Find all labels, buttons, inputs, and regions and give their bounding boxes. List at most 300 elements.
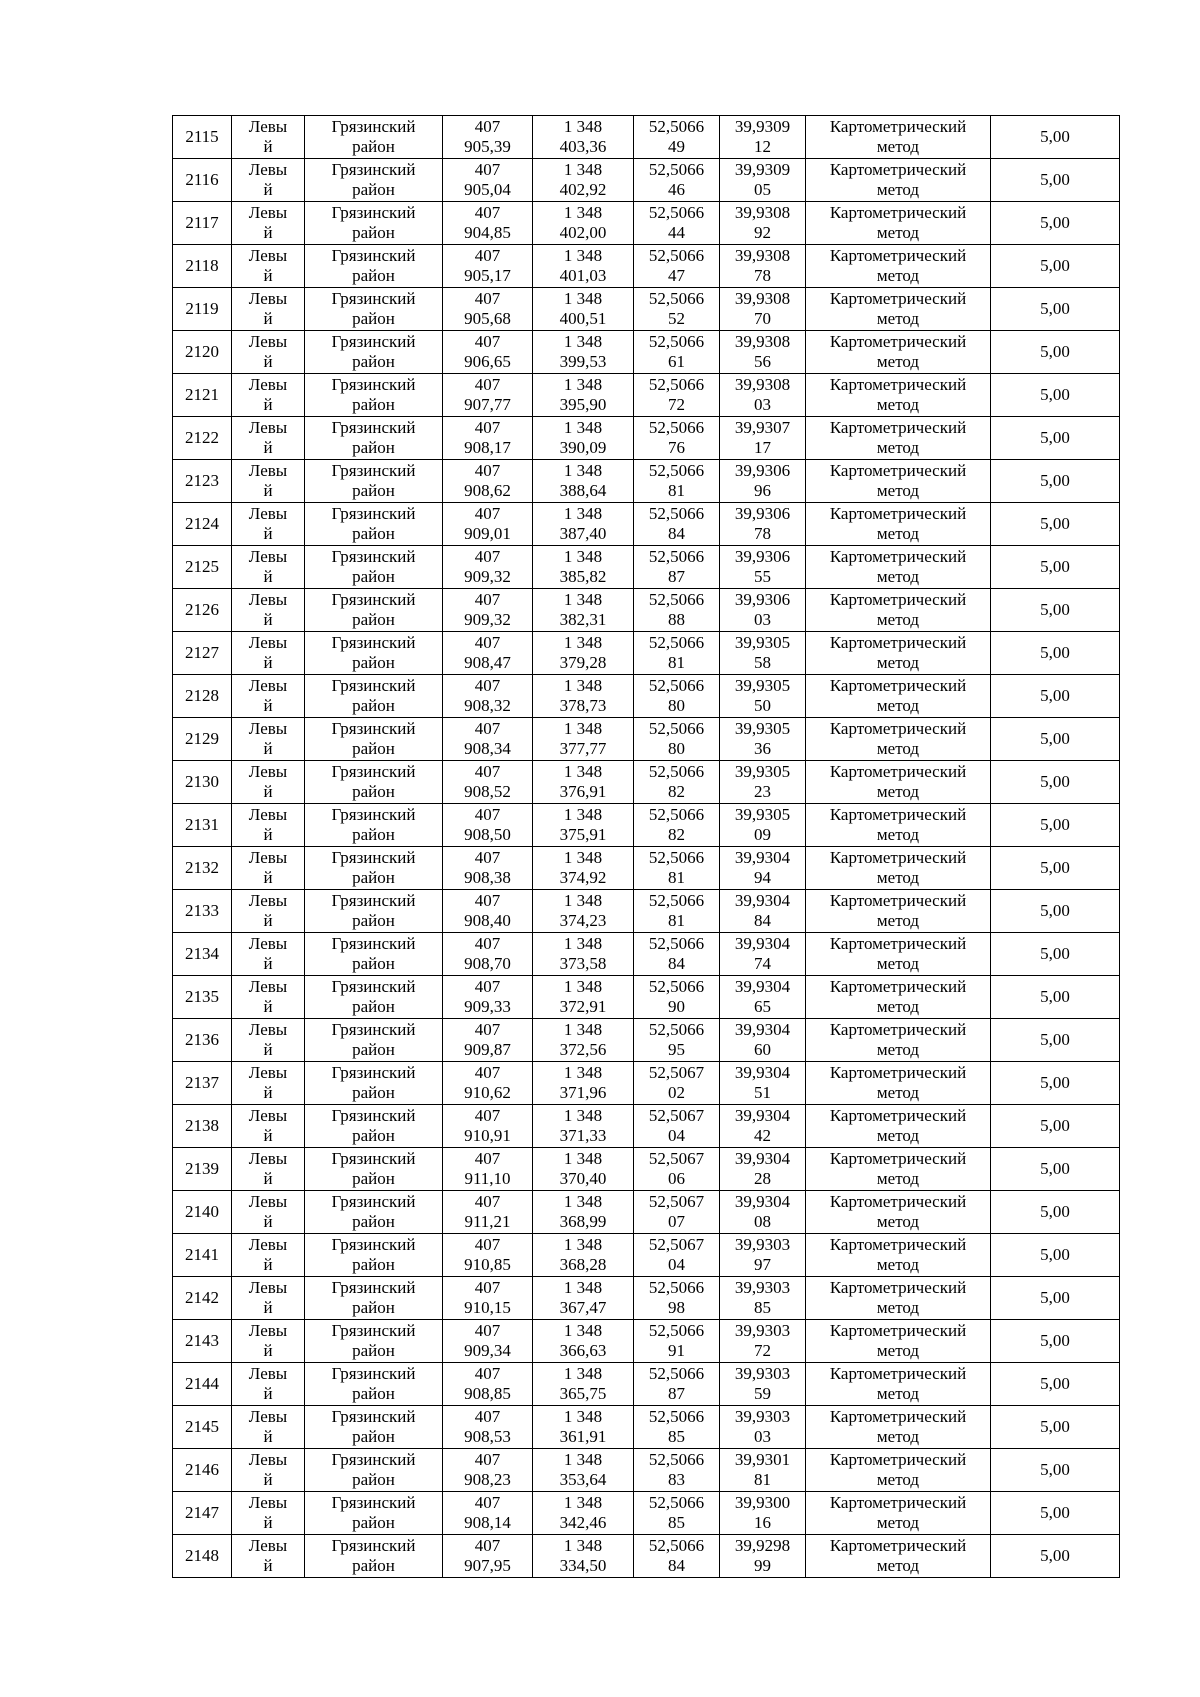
- method-cell-line: метод: [876, 911, 920, 930]
- accuracy-cell: 5,00: [991, 933, 1120, 976]
- x-coordinate-cell-line: 407: [474, 1407, 501, 1426]
- longitude-cell: [720, 1320, 806, 1363]
- y-coordinate-cell: [533, 933, 634, 976]
- table-row: [173, 1234, 1120, 1277]
- method-cell-line: метод: [876, 309, 920, 328]
- latitude-cell-line: 52,5066: [648, 1407, 705, 1426]
- method-cell-line: метод: [876, 266, 920, 285]
- side-cell: [232, 159, 305, 202]
- accuracy-cell: 5,00: [991, 761, 1120, 804]
- district-cell-line: район: [352, 653, 395, 672]
- longitude-cell-line: 39,9308: [734, 246, 791, 265]
- district-cell-line: район: [352, 567, 395, 586]
- method-cell: [806, 1406, 991, 1449]
- district-cell-line: Грязинский: [331, 1364, 416, 1383]
- side-cell-line: Левы: [248, 1536, 288, 1555]
- point-number-cell: 2134: [173, 933, 232, 976]
- latitude-cell-line: 52,5066: [648, 418, 705, 437]
- latitude-cell-line: 52,5066: [648, 762, 705, 781]
- district-cell-line: Грязинский: [331, 1063, 416, 1082]
- method-cell-line: Картометрический: [829, 289, 967, 308]
- latitude-cell: [634, 1449, 720, 1492]
- side-cell-line: Левы: [248, 1278, 288, 1297]
- latitude-cell-line: 52,5066: [648, 1536, 705, 1555]
- longitude-cell-line: 39,9305: [734, 676, 791, 695]
- method-cell: [806, 976, 991, 1019]
- longitude-cell-line: 12: [754, 137, 771, 156]
- district-cell-line: район: [352, 481, 395, 500]
- accuracy-cell: 5,00: [991, 1234, 1120, 1277]
- y-coordinate-cell-line: 1 348: [563, 246, 603, 265]
- y-coordinate-cell: [533, 1277, 634, 1320]
- y-coordinate-cell-line: 1 348: [563, 418, 603, 437]
- y-coordinate-cell: [533, 1406, 634, 1449]
- district-cell-line: Грязинский: [331, 977, 416, 996]
- x-coordinate-cell-line: 407: [474, 203, 501, 222]
- table-row: [173, 1277, 1120, 1320]
- table-row: [173, 460, 1120, 503]
- method-cell-line: метод: [876, 610, 920, 629]
- table-row: [173, 976, 1120, 1019]
- method-cell-line: метод: [876, 567, 920, 586]
- method-cell-line: Картометрический: [829, 1364, 967, 1383]
- latitude-cell: [634, 1019, 720, 1062]
- side-cell-line: Левы: [248, 848, 288, 867]
- y-coordinate-cell: [533, 718, 634, 761]
- x-coordinate-cell: [443, 1191, 533, 1234]
- x-coordinate-cell: [443, 718, 533, 761]
- method-cell-line: Картометрический: [829, 1192, 967, 1211]
- latitude-cell-line: 07: [668, 1212, 685, 1231]
- table-row: [173, 503, 1120, 546]
- accuracy-cell: 5,00: [991, 1191, 1120, 1234]
- method-cell: [806, 761, 991, 804]
- point-number-cell: 2127: [173, 632, 232, 675]
- method-cell-line: Картометрический: [829, 203, 967, 222]
- y-coordinate-cell-line: 402,92: [559, 180, 607, 199]
- point-number-cell: 2124: [173, 503, 232, 546]
- latitude-cell-line: 04: [668, 1126, 685, 1145]
- district-cell-line: район: [352, 696, 395, 715]
- table-row: [173, 1148, 1120, 1191]
- side-cell-line: Левы: [248, 117, 288, 136]
- method-cell-line: метод: [876, 696, 920, 715]
- district-cell-line: Грязинский: [331, 1407, 416, 1426]
- latitude-cell: [634, 417, 720, 460]
- side-cell-line: й: [263, 1470, 273, 1489]
- longitude-cell-line: 39,9305: [734, 633, 791, 652]
- method-cell-line: метод: [876, 137, 920, 156]
- y-coordinate-cell-line: 1 348: [563, 1192, 603, 1211]
- method-cell-line: Картометрический: [829, 934, 967, 953]
- latitude-cell: [634, 1148, 720, 1191]
- longitude-cell-line: 05: [754, 180, 771, 199]
- latitude-cell-line: 84: [668, 524, 685, 543]
- latitude-cell-line: 84: [668, 1556, 685, 1575]
- method-cell-line: метод: [876, 524, 920, 543]
- longitude-cell-line: 39,9305: [734, 719, 791, 738]
- y-coordinate-cell: [533, 202, 634, 245]
- y-coordinate-cell: [533, 1148, 634, 1191]
- point-number-cell: 2146: [173, 1449, 232, 1492]
- side-cell-line: Левы: [248, 719, 288, 738]
- latitude-cell-line: 82: [668, 825, 685, 844]
- longitude-cell-line: 84: [754, 911, 771, 930]
- point-number-cell: 2129: [173, 718, 232, 761]
- y-coordinate-cell: [533, 116, 634, 159]
- latitude-cell-line: 98: [668, 1298, 685, 1317]
- x-coordinate-cell-line: 407: [474, 1493, 501, 1512]
- x-coordinate-cell-line: 407: [474, 762, 501, 781]
- longitude-cell: [720, 589, 806, 632]
- table-row: [173, 890, 1120, 933]
- accuracy-cell: 5,00: [991, 1019, 1120, 1062]
- x-coordinate-cell: [443, 546, 533, 589]
- district-cell-line: Грязинский: [331, 418, 416, 437]
- method-cell-line: Картометрический: [829, 1149, 967, 1168]
- district-cell: [305, 116, 443, 159]
- district-cell-line: Грязинский: [331, 203, 416, 222]
- side-cell-line: й: [263, 1556, 273, 1575]
- longitude-cell-line: 94: [754, 868, 771, 887]
- table-row: [173, 245, 1120, 288]
- latitude-cell-line: 52,5067: [648, 1063, 705, 1082]
- district-cell-line: район: [352, 868, 395, 887]
- latitude-cell-line: 52,5066: [648, 719, 705, 738]
- side-cell-line: й: [263, 395, 273, 414]
- district-cell: [305, 1406, 443, 1449]
- side-cell-line: й: [263, 352, 273, 371]
- side-cell-line: Левы: [248, 547, 288, 566]
- method-cell: [806, 1535, 991, 1578]
- side-cell-line: й: [263, 1212, 273, 1231]
- district-cell-line: район: [352, 825, 395, 844]
- method-cell: [806, 1105, 991, 1148]
- longitude-cell-line: 28: [754, 1169, 771, 1188]
- method-cell-line: метод: [876, 1212, 920, 1231]
- method-cell-line: метод: [876, 1255, 920, 1274]
- side-cell-line: Левы: [248, 676, 288, 695]
- x-coordinate-cell-line: 407: [474, 461, 501, 480]
- accuracy-cell: 5,00: [991, 374, 1120, 417]
- latitude-cell-line: 52,5066: [648, 289, 705, 308]
- longitude-cell-line: 23: [754, 782, 771, 801]
- point-number-cell: 2147: [173, 1492, 232, 1535]
- x-coordinate-cell-line: 407: [474, 977, 501, 996]
- point-number-cell: 2115: [173, 116, 232, 159]
- latitude-cell-line: 61: [668, 352, 685, 371]
- latitude-cell-line: 47: [668, 266, 685, 285]
- side-cell: [232, 1449, 305, 1492]
- latitude-cell: [634, 546, 720, 589]
- y-coordinate-cell: [533, 1105, 634, 1148]
- side-cell-line: Левы: [248, 805, 288, 824]
- method-cell-line: метод: [876, 653, 920, 672]
- district-cell: [305, 632, 443, 675]
- accuracy-cell: 5,00: [991, 1062, 1120, 1105]
- y-coordinate-cell-line: 1 348: [563, 160, 603, 179]
- side-cell: [232, 632, 305, 675]
- side-cell: [232, 675, 305, 718]
- side-cell-line: Левы: [248, 1493, 288, 1512]
- side-cell-line: й: [263, 1169, 273, 1188]
- longitude-cell: [720, 1191, 806, 1234]
- side-cell: [232, 1277, 305, 1320]
- longitude-cell-line: 39,9304: [734, 848, 791, 867]
- latitude-cell: [634, 675, 720, 718]
- longitude-cell-line: 97: [754, 1255, 771, 1274]
- longitude-cell: [720, 804, 806, 847]
- method-cell-line: Картометрический: [829, 1063, 967, 1082]
- district-cell-line: район: [352, 1212, 395, 1231]
- district-cell-line: Грязинский: [331, 805, 416, 824]
- point-number-cell: 2140: [173, 1191, 232, 1234]
- latitude-cell-line: 52,5066: [648, 805, 705, 824]
- longitude-cell-line: 39,9304: [734, 1106, 791, 1125]
- latitude-cell: [634, 890, 720, 933]
- latitude-cell: [634, 1277, 720, 1320]
- y-coordinate-cell: [533, 374, 634, 417]
- method-cell-line: Картометрический: [829, 1235, 967, 1254]
- method-cell-line: метод: [876, 868, 920, 887]
- table-row: [173, 1492, 1120, 1535]
- side-cell-line: Левы: [248, 246, 288, 265]
- side-cell-line: Левы: [248, 590, 288, 609]
- longitude-cell-line: 03: [754, 395, 771, 414]
- method-cell: [806, 589, 991, 632]
- accuracy-cell: 5,00: [991, 1148, 1120, 1191]
- y-coordinate-cell-line: 1 348: [563, 977, 603, 996]
- side-cell-line: й: [263, 1083, 273, 1102]
- table-row: [173, 589, 1120, 632]
- x-coordinate-cell-line: 905,39: [464, 137, 511, 156]
- x-coordinate-cell-line: 910,15: [464, 1298, 511, 1317]
- side-cell: [232, 1191, 305, 1234]
- x-coordinate-cell-line: 407: [474, 1536, 501, 1555]
- y-coordinate-cell: [533, 1363, 634, 1406]
- latitude-cell: [634, 245, 720, 288]
- y-coordinate-cell-line: 372,56: [559, 1040, 607, 1059]
- y-coordinate-cell: [533, 331, 634, 374]
- side-cell-line: й: [263, 954, 273, 973]
- x-coordinate-cell: [443, 288, 533, 331]
- method-cell-line: Картометрический: [829, 1106, 967, 1125]
- x-coordinate-cell: [443, 632, 533, 675]
- longitude-cell-line: 39,9304: [734, 1063, 791, 1082]
- side-cell-line: Левы: [248, 418, 288, 437]
- side-cell: [232, 1492, 305, 1535]
- longitude-cell-line: 78: [754, 266, 771, 285]
- x-coordinate-cell: [443, 1363, 533, 1406]
- y-coordinate-cell: [533, 1492, 634, 1535]
- side-cell-line: й: [263, 438, 273, 457]
- latitude-cell-line: 83: [668, 1470, 685, 1489]
- latitude-cell-line: 52,5066: [648, 633, 705, 652]
- district-cell-line: Грязинский: [331, 934, 416, 953]
- y-coordinate-cell-line: 1 348: [563, 1450, 603, 1469]
- y-coordinate-cell-line: 371,33: [559, 1126, 607, 1145]
- side-cell: [232, 331, 305, 374]
- longitude-cell: [720, 374, 806, 417]
- x-coordinate-cell: [443, 675, 533, 718]
- method-cell-line: метод: [876, 352, 920, 371]
- longitude-cell-line: 92: [754, 223, 771, 242]
- longitude-cell-line: 09: [754, 825, 771, 844]
- method-cell: [806, 503, 991, 546]
- district-cell-line: Грязинский: [331, 160, 416, 179]
- y-coordinate-cell: [533, 503, 634, 546]
- method-cell: [806, 245, 991, 288]
- district-cell: [305, 417, 443, 460]
- latitude-cell-line: 52,5066: [648, 590, 705, 609]
- district-cell: [305, 1019, 443, 1062]
- accuracy-cell: 5,00: [991, 1492, 1120, 1535]
- latitude-cell: [634, 1406, 720, 1449]
- side-cell-line: й: [263, 653, 273, 672]
- latitude-cell-line: 52,5066: [648, 246, 705, 265]
- latitude-cell-line: 85: [668, 1513, 685, 1532]
- district-cell-line: район: [352, 266, 395, 285]
- method-cell: [806, 1449, 991, 1492]
- district-cell-line: Грязинский: [331, 1106, 416, 1125]
- latitude-cell-line: 02: [668, 1083, 685, 1102]
- district-cell: [305, 460, 443, 503]
- accuracy-cell: 5,00: [991, 890, 1120, 933]
- district-cell-line: Грязинский: [331, 117, 416, 136]
- x-coordinate-cell-line: 407: [474, 719, 501, 738]
- accuracy-cell: 5,00: [991, 718, 1120, 761]
- y-coordinate-cell: [533, 804, 634, 847]
- method-cell-line: Картометрический: [829, 1278, 967, 1297]
- y-coordinate-cell-line: 342,46: [559, 1513, 607, 1532]
- district-cell: [305, 847, 443, 890]
- method-cell: [806, 890, 991, 933]
- point-number-cell: 2120: [173, 331, 232, 374]
- x-coordinate-cell: [443, 890, 533, 933]
- latitude-cell-line: 52,5066: [648, 1450, 705, 1469]
- point-number-cell: 2143: [173, 1320, 232, 1363]
- x-coordinate-cell: [443, 417, 533, 460]
- longitude-cell-line: 39,9303: [734, 1407, 791, 1426]
- x-coordinate-cell-line: 407: [474, 1321, 501, 1340]
- latitude-cell: [634, 761, 720, 804]
- side-cell-line: Левы: [248, 375, 288, 394]
- longitude-cell-line: 39,9308: [734, 375, 791, 394]
- latitude-cell-line: 52: [668, 309, 685, 328]
- y-coordinate-cell: [533, 847, 634, 890]
- longitude-cell: [720, 761, 806, 804]
- method-cell: [806, 331, 991, 374]
- y-coordinate-cell-line: 1 348: [563, 676, 603, 695]
- side-cell-line: Левы: [248, 289, 288, 308]
- district-cell-line: Грязинский: [331, 1536, 416, 1555]
- point-number-cell: 2119: [173, 288, 232, 331]
- y-coordinate-cell-line: 376,91: [559, 782, 607, 801]
- point-number-cell: 2138: [173, 1105, 232, 1148]
- district-cell: [305, 933, 443, 976]
- side-cell-line: Левы: [248, 203, 288, 222]
- latitude-cell: [634, 1062, 720, 1105]
- y-coordinate-cell: [533, 1191, 634, 1234]
- district-cell-line: район: [352, 1341, 395, 1360]
- latitude-cell: [634, 1191, 720, 1234]
- accuracy-cell: 5,00: [991, 288, 1120, 331]
- x-coordinate-cell-line: 911,10: [464, 1169, 511, 1188]
- longitude-cell-line: 39,9308: [734, 203, 791, 222]
- longitude-cell-line: 39,9306: [734, 590, 791, 609]
- method-cell: [806, 1234, 991, 1277]
- latitude-cell: [634, 1492, 720, 1535]
- accuracy-cell: 5,00: [991, 245, 1120, 288]
- y-coordinate-cell-line: 400,51: [559, 309, 607, 328]
- side-cell-line: Левы: [248, 1364, 288, 1383]
- method-cell: [806, 1062, 991, 1105]
- y-coordinate-cell-line: 371,96: [559, 1083, 607, 1102]
- district-cell: [305, 331, 443, 374]
- point-number-cell: 2122: [173, 417, 232, 460]
- latitude-cell: [634, 374, 720, 417]
- table-row: [173, 1019, 1120, 1062]
- district-cell: [305, 503, 443, 546]
- x-coordinate-cell: [443, 1234, 533, 1277]
- x-coordinate-cell-line: 407: [474, 332, 501, 351]
- x-coordinate-cell-line: 906,65: [464, 352, 511, 371]
- x-coordinate-cell-line: 908,34: [464, 739, 511, 758]
- x-coordinate-cell: [443, 331, 533, 374]
- latitude-cell-line: 52,5066: [648, 504, 705, 523]
- y-coordinate-cell: [533, 460, 634, 503]
- y-coordinate-cell-line: 385,82: [559, 567, 607, 586]
- latitude-cell: [634, 632, 720, 675]
- side-cell-line: й: [263, 223, 273, 242]
- point-number-cell: 2136: [173, 1019, 232, 1062]
- accuracy-cell: 5,00: [991, 1277, 1120, 1320]
- district-cell-line: район: [352, 911, 395, 930]
- side-cell: [232, 804, 305, 847]
- method-cell-line: Картометрический: [829, 805, 967, 824]
- method-cell-line: Картометрический: [829, 1493, 967, 1512]
- point-number-cell: 2117: [173, 202, 232, 245]
- x-coordinate-cell-line: 407: [474, 418, 501, 437]
- longitude-cell: [720, 202, 806, 245]
- side-cell-line: й: [263, 266, 273, 285]
- district-cell: [305, 202, 443, 245]
- y-coordinate-cell-line: 1 348: [563, 203, 603, 222]
- longitude-cell: [720, 331, 806, 374]
- district-cell-line: район: [352, 997, 395, 1016]
- district-cell: [305, 1492, 443, 1535]
- latitude-cell: [634, 460, 720, 503]
- district-cell-line: Грязинский: [331, 547, 416, 566]
- side-cell-line: й: [263, 180, 273, 199]
- method-cell-line: Картометрический: [829, 633, 967, 652]
- side-cell-line: Левы: [248, 762, 288, 781]
- latitude-cell-line: 81: [668, 653, 685, 672]
- district-cell: [305, 1535, 443, 1578]
- x-coordinate-cell: [443, 761, 533, 804]
- side-cell: [232, 417, 305, 460]
- latitude-cell: [634, 847, 720, 890]
- longitude-cell-line: 39,9301: [734, 1450, 791, 1469]
- side-cell-line: й: [263, 696, 273, 715]
- y-coordinate-cell-line: 368,28: [559, 1255, 607, 1274]
- longitude-cell-line: 39,9309: [734, 117, 791, 136]
- side-cell: [232, 460, 305, 503]
- accuracy-cell: 5,00: [991, 675, 1120, 718]
- latitude-cell-line: 87: [668, 567, 685, 586]
- y-coordinate-cell: [533, 632, 634, 675]
- y-coordinate-cell-line: 1 348: [563, 891, 603, 910]
